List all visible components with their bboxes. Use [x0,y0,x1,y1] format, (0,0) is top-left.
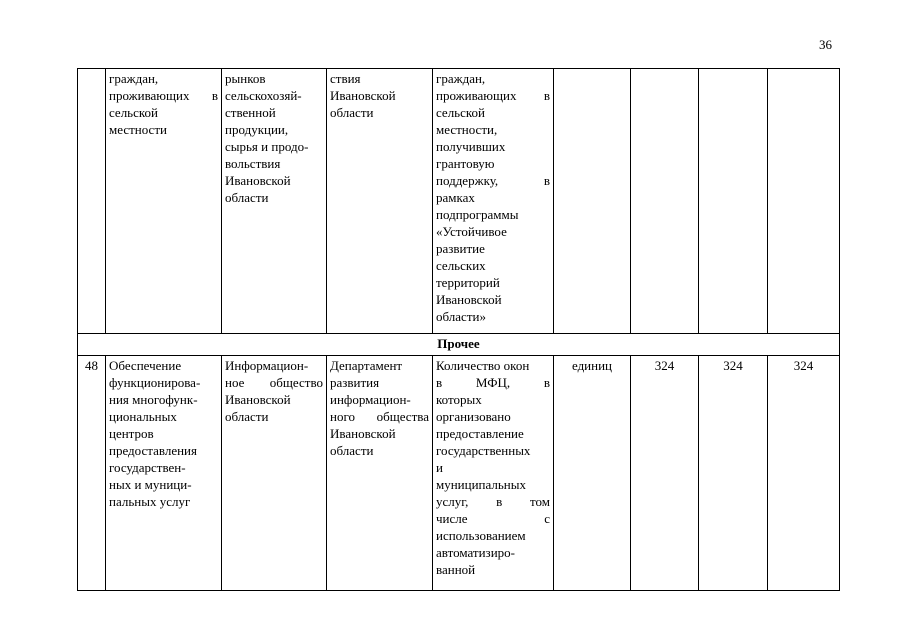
executor-cell [327,69,433,334]
cell-line: поддержку, в [436,173,550,188]
name-cell [106,69,222,334]
cell-line: области [225,190,269,205]
cell-line: области [330,105,374,120]
section-title: Прочее [437,336,480,351]
unit-cell [554,69,631,334]
cell-line: Ивановской [330,88,396,103]
cell-line: функционирова- [109,375,201,391]
name-cell [106,356,222,591]
cell-line: которых [436,392,482,408]
cell-line: граждан, [109,71,159,86]
cell-line: ное общество [225,375,323,391]
cell-line: ствия [330,71,361,86]
cell-line: рынков [225,71,266,86]
cell-line: сельской [436,105,485,120]
cell-line: области [225,409,269,425]
source-cell [222,69,327,334]
value-cell: 324 [768,356,840,591]
cell-line: Количество окон [436,358,530,374]
indicators-table [77,68,840,591]
cell-line: пальных услуг [109,494,191,510]
cell-line: Ивановской [436,292,502,307]
cell-line: предоставления [109,443,197,459]
cell-line: проживающих в [109,88,218,103]
cell-line: рамках [436,190,475,205]
executor-cell [327,356,433,591]
cell-line: услуг, в том [436,494,550,510]
indicator-cell [433,69,554,334]
cell-line: Ивановской [225,392,291,408]
section-header-cell [78,334,840,356]
cell-line: автоматизиро- [436,545,515,561]
value-cell: 324 [699,356,768,591]
cell-line: ванной [436,562,476,578]
cell-line: сырья и продо- [225,139,309,154]
cell-line: ных и муници- [109,477,192,493]
cell-line: получивших [436,139,506,154]
cell-line: циональных [109,409,177,425]
value-cell [631,69,699,334]
cell-line: продукции, [225,122,289,137]
number-cell: 48 [78,356,106,591]
cell-line: ственной [225,105,276,120]
cell-line: государствен- [109,460,186,476]
cell-line: Департамент [330,358,403,374]
source-cell [222,356,327,591]
table-row [78,356,840,591]
cell-line: сельскохозяй- [225,88,302,103]
cell-line: центров [109,426,154,442]
unit-cell: единиц [554,356,631,591]
cell-line: сельских [436,258,486,273]
cell-line: граждан, [436,71,486,86]
cell-line: организовано [436,409,511,425]
cell-line: предоставление [436,426,524,442]
section-row [78,334,840,356]
cell-line: в МФЦ, в [436,375,550,391]
page-number: 36 [819,37,832,52]
cell-line: числе с [436,511,550,527]
value-cell [768,69,840,334]
number-cell [78,69,106,334]
cell-line: местности, [436,122,498,137]
cell-line: и [436,460,443,476]
cell-line: ного общества [330,409,429,425]
cell-line: подпрограммы [436,207,519,222]
cell-line: территорий [436,275,500,290]
value-cell [699,69,768,334]
cell-line: вольствия [225,156,281,171]
cell-line: области» [436,309,486,324]
cell-line: Обеспечение [109,358,182,374]
cell-line: Информацион- [225,358,309,374]
value-cell: 324 [631,356,699,591]
cell-line: развитие [436,241,485,256]
cell-line: «Устойчивое [436,224,507,239]
cell-line: грантовую [436,156,495,171]
cell-line: информацион- [330,392,411,408]
cell-line: Ивановской [330,426,396,442]
table-row [78,69,840,334]
cell-line: государственных [436,443,531,459]
indicator-cell [433,356,554,591]
cell-line: проживающих в [436,88,550,103]
cell-line: ния многофунк- [109,392,198,408]
cell-line: местности [109,122,167,137]
cell-line: использованием [436,528,526,544]
cell-line: развития [330,375,380,391]
cell-line: муниципальных [436,477,527,493]
cell-line: Ивановской [225,173,291,188]
cell-line: области [330,443,374,459]
cell-line: сельской [109,105,158,120]
